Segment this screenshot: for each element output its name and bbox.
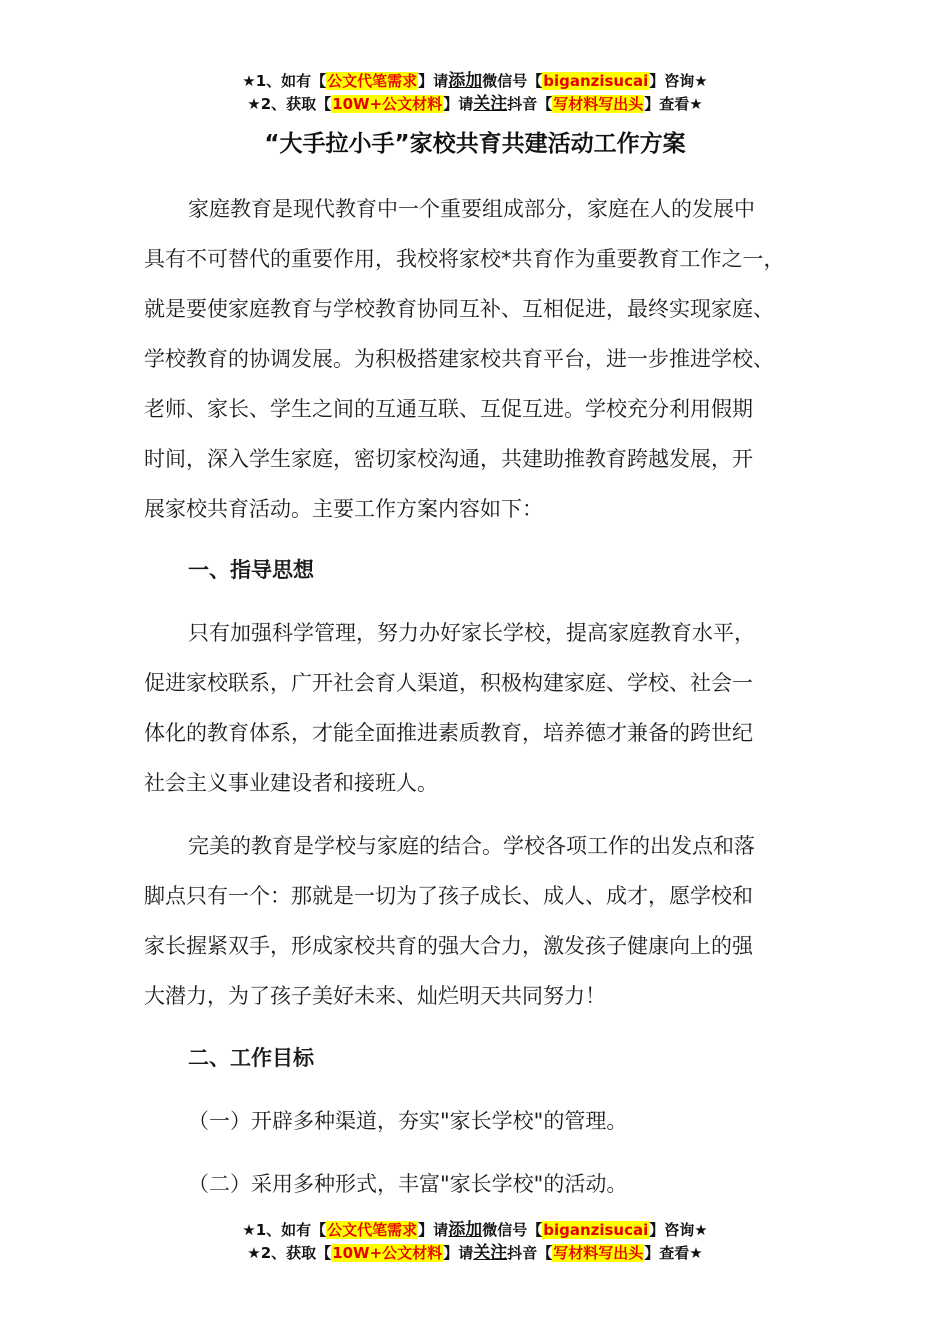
guiding-paragraph-2 xyxy=(144,821,830,1021)
paragraph-line: 促进家校联系，广开社会育人渠道，积极构建家庭、学校、社会一 xyxy=(144,671,753,695)
intro-line: 家庭教育是现代教育中一个重要组成部分，家庭在人的发展中 xyxy=(188,197,755,221)
paragraph-line: 大潜力，为了孩子美好未来、灿烂明天共同努力！ xyxy=(144,984,606,1008)
document-title: “大手拉小手”家校共育共建活动工作方案 xyxy=(264,131,686,157)
paragraph-line: 家长握紧双手，形成家校共育的强大合力，激发孩子健康向上的强 xyxy=(144,934,753,958)
guiding-paragraph-1 xyxy=(144,608,830,808)
top-banner xyxy=(0,70,950,116)
highlight-wechat-id: biganzisucai xyxy=(543,72,649,90)
highlight-wechat-id: biganzisucai xyxy=(543,1221,649,1239)
underlined-follow: 关注 xyxy=(473,94,508,114)
banner-line-1: ★1、如有【公文代笔需求】请添加微信号【biganzisucai】咨询★ xyxy=(242,1220,708,1240)
intro-paragraph xyxy=(144,184,830,534)
highlight-douyin: 写材料写出头 xyxy=(553,95,644,113)
paragraph-line: 只有加强科学管理，努力办好家长学校，提高家庭教育水平， xyxy=(188,621,755,645)
highlight-materials: 10W+公文材料 xyxy=(332,95,443,113)
intro-line: 时间，深入学生家庭，密切家校沟通，共建助推教育跨越发展，开 xyxy=(144,447,753,471)
paragraph-line: 体化的教育体系，才能全面推进素质教育，培养德才兼备的跨世纪 xyxy=(144,721,753,745)
intro-line: 学校教育的协调发展。为积极搭建家校共育平台，进一步推进学校、 xyxy=(144,347,774,371)
highlight-materials: 10W+公文材料 xyxy=(332,1244,443,1262)
intro-line: 就是要使家庭教育与学校教育协同互补、互相促进，最终实现家庭、 xyxy=(144,297,774,321)
highlight-douyin: 写材料写出头 xyxy=(553,1244,644,1262)
goal-item-2: （二）采用多种形式，丰富"家长学校"的活动。 xyxy=(188,1172,628,1196)
paragraph-line: 社会主义事业建设者和接班人。 xyxy=(144,771,438,795)
bottom-banner xyxy=(0,1219,950,1265)
section-heading-work-goals: 二、工作目标 xyxy=(188,1046,314,1070)
highlight-service: 公文代笔需求 xyxy=(327,72,418,90)
intro-line: 老师、家长、学生之间的互通互联、互促互进。学校充分利用假期 xyxy=(144,397,753,421)
highlight-service: 公文代笔需求 xyxy=(327,1221,418,1239)
banner-line-1: ★1、如有【公文代笔需求】请添加微信号【biganzisucai】咨询★ xyxy=(242,71,708,91)
paragraph-line: 完美的教育是学校与家庭的结合。学校各项工作的出发点和落 xyxy=(188,834,755,858)
intro-line: 具有不可替代的重要作用，我校将家校*共育作为重要教育工作之一， xyxy=(144,247,785,271)
banner-line-2: ★2、获取【10W+公文材料】请关注抖音【写材料写出头】查看★ xyxy=(247,1243,703,1263)
intro-line: 展家校共育活动。主要工作方案内容如下： xyxy=(144,497,543,521)
underlined-follow: 关注 xyxy=(473,1243,508,1263)
banner-line-2: ★2、获取【10W+公文材料】请关注抖音【写材料写出头】查看★ xyxy=(247,94,703,114)
goal-item-1: （一）开辟多种渠道，夯实"家长学校"的管理。 xyxy=(188,1109,628,1133)
underlined-add: 添加 xyxy=(448,1220,483,1240)
paragraph-line: 脚点只有一个：那就是一切为了孩子成长、成人、成才，愿学校和 xyxy=(144,884,753,908)
section-heading-guiding-ideology: 一、指导思想 xyxy=(188,558,314,582)
underlined-add: 添加 xyxy=(448,71,483,91)
